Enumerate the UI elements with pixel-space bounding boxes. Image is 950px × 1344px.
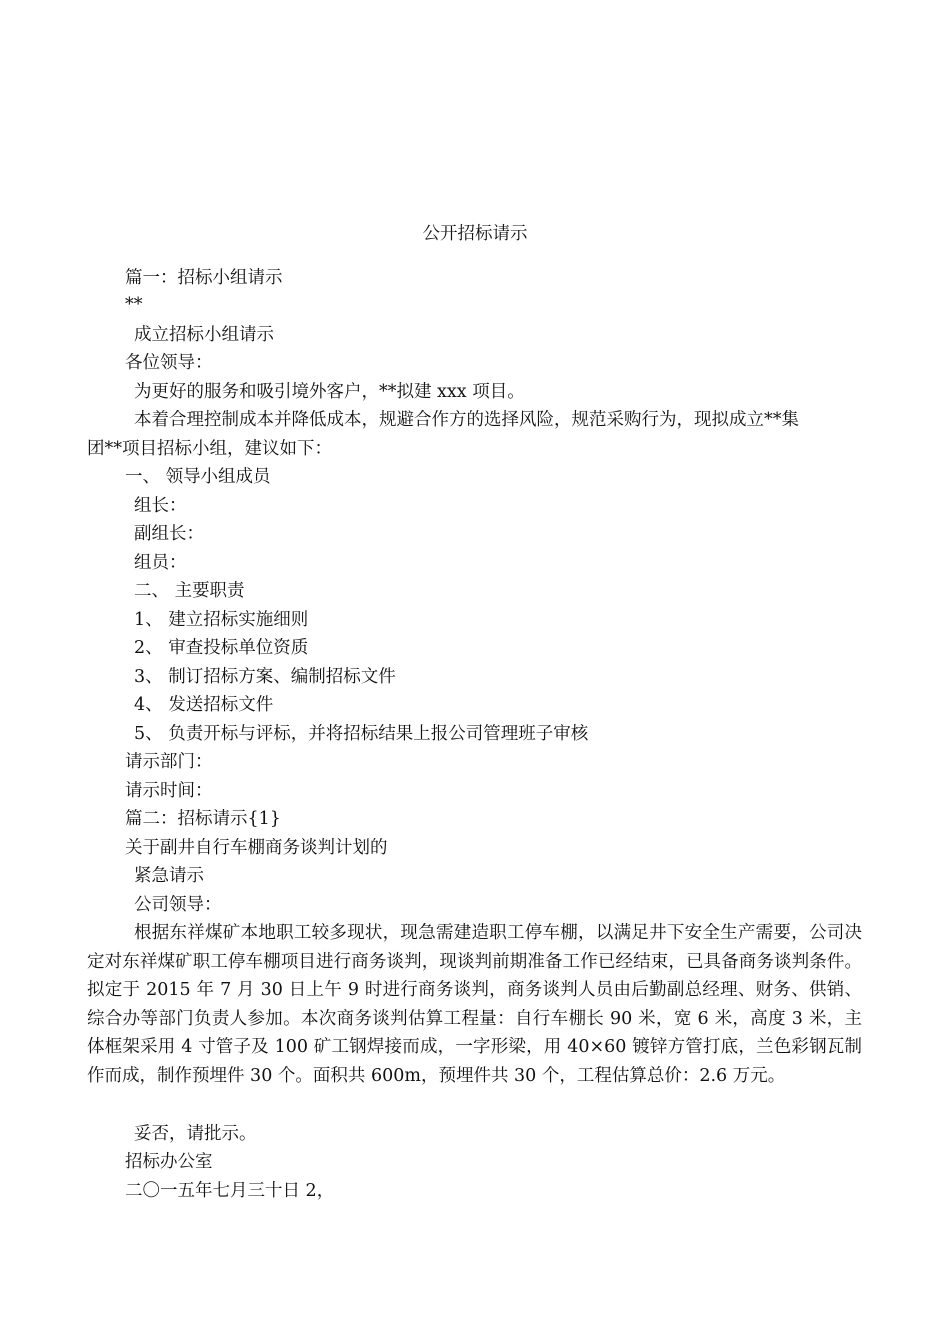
part1-paragraph-line1: 本着合理控制成本并降低成本，规避合作方的选择风险，规范采购行为，现拟成立**集 — [134, 410, 799, 430]
part2-body-paragraph: 根据东祥煤矿本地职工较多现状，现急需建造职工停车棚，以满足井下安全生产需要，公司决定对东祥煤矿职工停车棚项目进行商务谈判，现谈判前期准备工作已经结束，已具备商务谈判条件。拟定于 2015 年 7 月 30 日上午 9 时进行商务谈判，商务谈判人员由后勤副总经理、财务、供销、综合办等部门负责人参加。本次商务谈判估算工程量：自行车棚长 90 米，宽 6 米，高度 3 米，主体框架采用 4 寸管子及 100 矿工钢焊接而成，一字形梁，用 40×60 镀锌方管打底，兰色彩钢瓦制作而成，制作预埋件 30 个。面积共 600m，预埋件共 30 个，工程估算总价：2.6 万元。 — [87, 923, 862, 1086]
part2-urgent-label: 紧急请示 — [134, 866, 204, 886]
leader-label: 组长： — [134, 496, 187, 516]
duty-item: 5、 负责开标与评标，并将招标结果上报公司管理班子审核 — [134, 724, 589, 744]
part2-heading: 篇二：招标请示{1} — [125, 809, 281, 829]
section1-heading: 一、 领导小组成员 — [125, 467, 271, 487]
deputy-leader-label: 副组长： — [134, 524, 204, 544]
request-dept-label: 请示部门： — [125, 752, 213, 772]
part2-subject: 关于副井自行车棚商务谈判计划的 — [125, 838, 388, 858]
section2-heading: 二、 主要职责 — [134, 581, 245, 601]
request-time-label: 请示时间： — [125, 781, 213, 801]
part1-subtitle: 成立招标小组请示 — [134, 325, 274, 345]
document-title: 公开招标请示 — [422, 224, 528, 244]
duty-item: 2、 审查投标单位资质 — [134, 638, 309, 658]
issue-date: 二〇一五年七月三十日 2， — [125, 1181, 335, 1201]
part2-salutation: 公司领导： — [134, 895, 222, 915]
part1-stars: ** — [125, 295, 143, 315]
part1-paragraph-line2: 团**项目招标小组，建议如下： — [87, 439, 332, 459]
duty-item: 4、 发送招标文件 — [134, 695, 274, 715]
duty-item: 3、 制订招标方案、编制招标文件 — [134, 667, 396, 687]
part1-salutation: 各位领导： — [125, 353, 213, 373]
part1-intro: 为更好的服务和吸引境外客户，**拟建 xxx 项目。 — [134, 382, 525, 402]
members-label: 组员： — [134, 553, 187, 573]
duty-item: 1、 建立招标实施细则 — [134, 610, 309, 630]
closing-line: 妥否，请批示。 — [134, 1124, 257, 1144]
issuing-office: 招标办公室 — [125, 1152, 213, 1172]
part1-heading: 篇一：招标小组请示 — [125, 268, 283, 288]
